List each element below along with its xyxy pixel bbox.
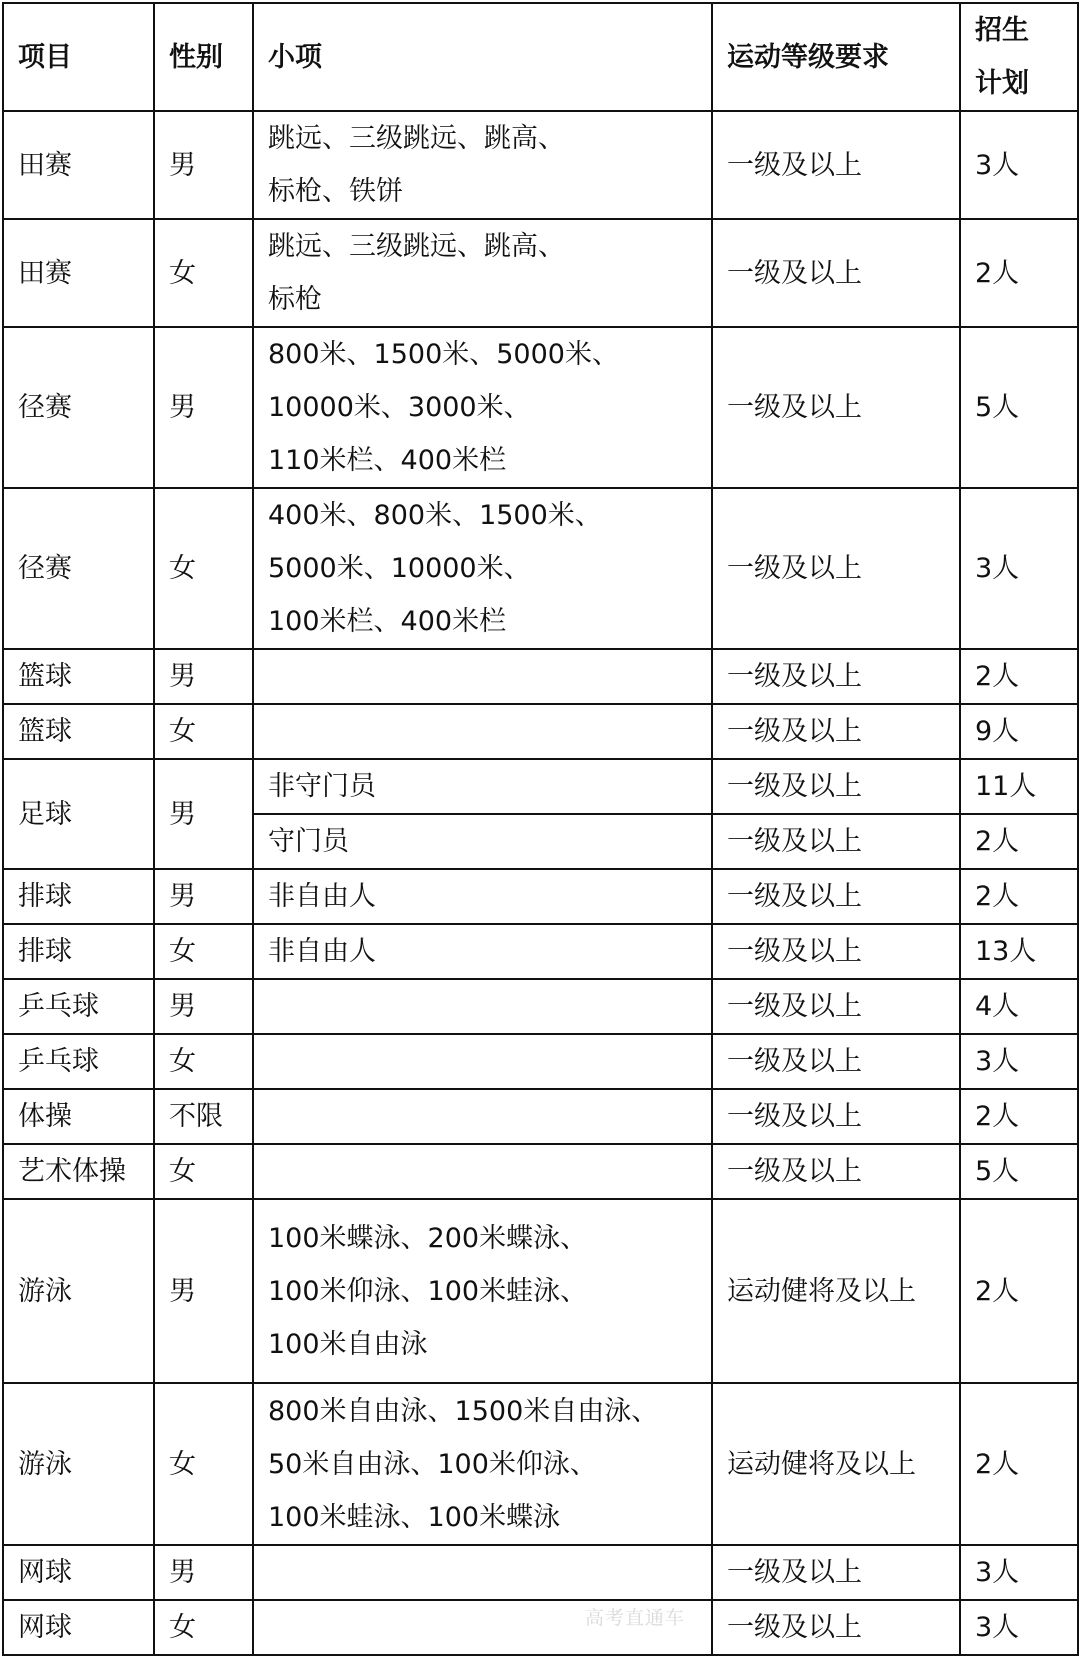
cell-events — [253, 1034, 712, 1089]
table-row — [3, 924, 1078, 979]
table-row — [3, 1199, 1078, 1383]
cell-item: 径赛 — [3, 327, 154, 488]
cell-events: 100米蝶泳、200米蝶泳、 100米仰泳、100米蛙泳、 100米自由泳 — [253, 1199, 712, 1383]
cell-level: 运动健将及以上 — [712, 1199, 960, 1383]
cell-item: 游泳 — [3, 1383, 154, 1545]
table-body — [3, 111, 1078, 1655]
cell-events: 非守门员 — [253, 759, 712, 814]
table-row — [3, 219, 1078, 327]
cell-level: 一级及以上 — [712, 111, 960, 219]
cell-item: 排球 — [3, 924, 154, 979]
cell-level: 一级及以上 — [712, 979, 960, 1034]
header-level: 运动等级要求 — [712, 3, 960, 111]
cell-gender: 女 — [154, 1383, 253, 1545]
cell-events — [253, 1144, 712, 1199]
cell-item: 田赛 — [3, 219, 154, 327]
cell-plan: 3人 — [960, 1034, 1078, 1089]
cell-level: 一级及以上 — [712, 1144, 960, 1199]
cell-events — [253, 704, 712, 759]
table-row — [3, 1600, 1078, 1655]
cell-level: 一级及以上 — [712, 1545, 960, 1600]
cell-gender: 男 — [154, 649, 253, 704]
cell-gender: 男 — [154, 1199, 253, 1383]
cell-events — [253, 979, 712, 1034]
cell-gender: 男 — [154, 111, 253, 219]
cell-events: 800米、1500米、5000米、 10000米、3000米、 110米栏、400米栏 — [253, 327, 712, 488]
cell-item: 篮球 — [3, 649, 154, 704]
cell-gender: 女 — [154, 1600, 253, 1655]
header-plan: 招生 计划 — [960, 3, 1078, 111]
cell-plan: 2人 — [960, 219, 1078, 327]
table-row — [3, 1089, 1078, 1144]
cell-item: 艺术体操 — [3, 1144, 154, 1199]
cell-level: 运动健将及以上 — [712, 1383, 960, 1545]
cell-item: 体操 — [3, 1089, 154, 1144]
cell-item: 径赛 — [3, 488, 154, 649]
header-item: 项目 — [3, 3, 154, 111]
cell-plan: 3人 — [960, 1600, 1078, 1655]
table-row — [3, 1144, 1078, 1199]
cell-item: 排球 — [3, 869, 154, 924]
cell-plan: 13人 — [960, 924, 1078, 979]
cell-level: 一级及以上 — [712, 1034, 960, 1089]
cell-gender: 男 — [154, 1545, 253, 1600]
cell-plan: 2人 — [960, 1383, 1078, 1545]
cell-plan: 3人 — [960, 488, 1078, 649]
cell-plan: 2人 — [960, 814, 1078, 869]
cell-item: 篮球 — [3, 704, 154, 759]
cell-plan: 5人 — [960, 1144, 1078, 1199]
cell-events — [253, 1089, 712, 1144]
cell-gender: 女 — [154, 924, 253, 979]
cell-events: 守门员 — [253, 814, 712, 869]
cell-events: 800米自由泳、1500米自由泳、 50米自由泳、100米仰泳、 100米蛙泳、100米蝶泳 — [253, 1383, 712, 1545]
cell-plan: 2人 — [960, 1089, 1078, 1144]
cell-events: 跳远、三级跳远、跳高、 标枪、铁饼 — [253, 111, 712, 219]
table-row — [3, 488, 1078, 649]
cell-level: 一级及以上 — [712, 814, 960, 869]
cell-level: 一级及以上 — [712, 924, 960, 979]
cell-events: 跳远、三级跳远、跳高、 标枪 — [253, 219, 712, 327]
table-row — [3, 869, 1078, 924]
cell-level: 一级及以上 — [712, 488, 960, 649]
header-gender: 性别 — [154, 3, 253, 111]
cell-level: 一级及以上 — [712, 219, 960, 327]
table-row — [3, 111, 1078, 219]
header-events: 小项 — [253, 3, 712, 111]
cell-gender: 不限 — [154, 1089, 253, 1144]
cell-item: 乒乓球 — [3, 1034, 154, 1089]
table-row — [3, 1034, 1078, 1089]
cell-plan: 11人 — [960, 759, 1078, 814]
cell-item: 足球 — [3, 759, 154, 869]
cell-events — [253, 649, 712, 704]
table-row — [3, 327, 1078, 488]
cell-plan: 5人 — [960, 327, 1078, 488]
table-row — [3, 1383, 1078, 1545]
cell-plan: 2人 — [960, 1199, 1078, 1383]
cell-level: 一级及以上 — [712, 704, 960, 759]
cell-events — [253, 1545, 712, 1600]
admission-plan-table — [2, 2, 1079, 1656]
cell-level: 一级及以上 — [712, 649, 960, 704]
cell-events: 非自由人 — [253, 924, 712, 979]
header-row — [3, 3, 1078, 111]
table-row — [3, 704, 1078, 759]
cell-item: 网球 — [3, 1545, 154, 1600]
cell-plan: 9人 — [960, 704, 1078, 759]
cell-gender: 女 — [154, 1144, 253, 1199]
table-row — [3, 1545, 1078, 1600]
cell-gender: 男 — [154, 327, 253, 488]
cell-item: 网球 — [3, 1600, 154, 1655]
cell-level: 一级及以上 — [712, 869, 960, 924]
cell-gender: 女 — [154, 219, 253, 327]
table-row — [3, 979, 1078, 1034]
cell-gender: 男 — [154, 759, 253, 869]
cell-level: 一级及以上 — [712, 759, 960, 814]
cell-level: 一级及以上 — [712, 1600, 960, 1655]
table-row — [3, 759, 1078, 814]
cell-plan: 3人 — [960, 1545, 1078, 1600]
cell-item: 游泳 — [3, 1199, 154, 1383]
cell-gender: 男 — [154, 979, 253, 1034]
cell-level: 一级及以上 — [712, 327, 960, 488]
cell-plan: 2人 — [960, 869, 1078, 924]
cell-level: 一级及以上 — [712, 1089, 960, 1144]
cell-events: 非自由人 — [253, 869, 712, 924]
cell-item: 田赛 — [3, 111, 154, 219]
cell-gender: 女 — [154, 488, 253, 649]
cell-plan: 3人 — [960, 111, 1078, 219]
cell-events: 400米、800米、1500米、 5000米、10000米、 100米栏、400米栏 — [253, 488, 712, 649]
cell-plan: 4人 — [960, 979, 1078, 1034]
cell-plan: 2人 — [960, 649, 1078, 704]
watermark: 高考直通车 — [585, 1607, 686, 1629]
cell-gender: 女 — [154, 1034, 253, 1089]
table-row — [3, 649, 1078, 704]
cell-gender: 男 — [154, 869, 253, 924]
cell-gender: 女 — [154, 704, 253, 759]
cell-item: 乒乓球 — [3, 979, 154, 1034]
